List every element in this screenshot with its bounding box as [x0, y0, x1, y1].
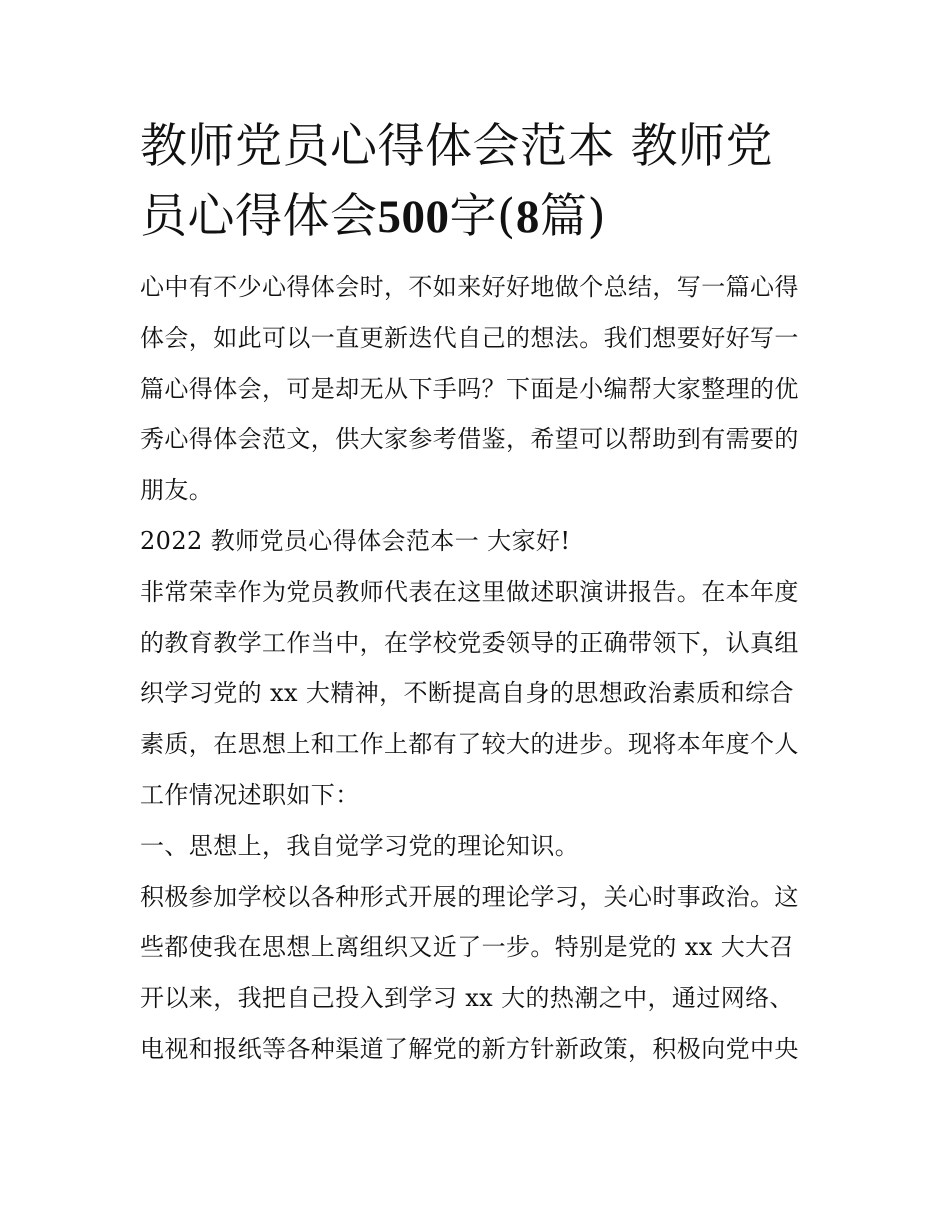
title-text-2: 字(	[449, 189, 516, 244]
document-title	[140, 112, 815, 252]
intro-paragraph: 心中有不少心得体会时，不如来好好地做个总结，写一篇心得体会，如此可以一直更新迭代自己的想法。我们想要好好写一篇心得体会，可是却无从下手吗？下面是小编帮大家整理的优秀心得体会范文，供大家参考借鉴，希望可以帮助到有需要的朋友。	[140, 273, 799, 505]
title-count: 8	[515, 191, 540, 243]
section-heading-ideology: 一、思想上，我自觉学习党的理论知识。	[140, 831, 580, 860]
document-body	[140, 112, 815, 1075]
title-number: 500	[377, 191, 450, 243]
body-paragraph-report: 非常荣幸作为党员教师代表在这里做述职演讲报告。在本年度的教育教学工作当中，在学校党委领导的正确带领下，认真组织学习党的 xx 大精神，不断提高自身的思想政治素质和综合素质，在思想上和工作上都有了较大的进步。现将本年度个人工作情况述职如下：	[140, 577, 799, 809]
body-paragraph-study: 积极参加学校以各种形式开展的理论学习，关心时事政治。这些都使我在思想上离组织又近了一步。特别是党的 xx 大大召开以来，我把自己投入到学习 xx 大的热潮之中，通过网络、电视和报纸等各种渠道了解党的新方针新政策，积极向党中央	[140, 882, 799, 1063]
section-heading-greeting: 2022 教师党员心得体会范本一 大家好!	[140, 526, 571, 555]
title-text-1: 教师党员心得体会范本 教师党员心得体会	[140, 119, 773, 244]
title-text-3: 篇)	[539, 189, 607, 244]
